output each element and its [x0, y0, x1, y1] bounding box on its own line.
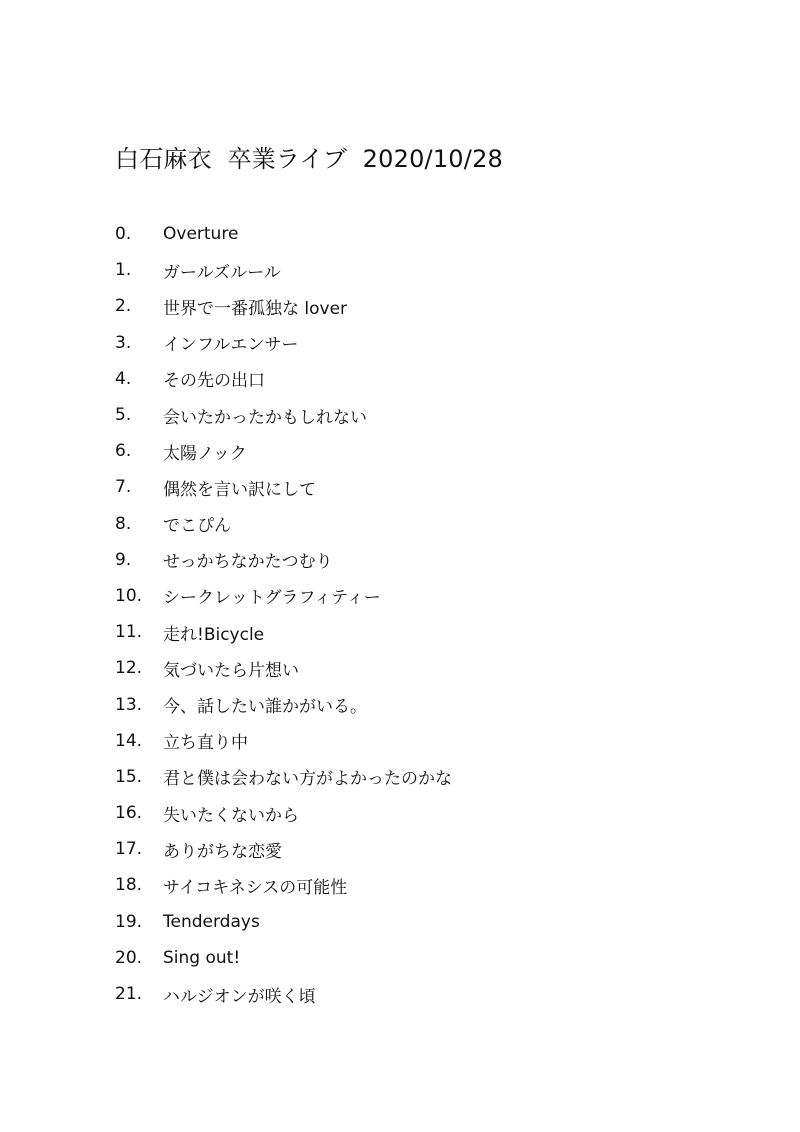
setlist-item [115, 288, 452, 324]
song-title: Sing out! [163, 947, 241, 968]
setlist-item [115, 759, 452, 795]
setlist-item [115, 904, 452, 940]
item-number: 16. [115, 803, 143, 824]
item-number: 12. [115, 658, 143, 679]
setlist-item [115, 542, 452, 578]
setlist-item [115, 686, 452, 722]
song-title: 今、話したい誰かがいる。 [163, 697, 367, 718]
setlist-item [115, 723, 452, 759]
item-number: 2. [115, 296, 132, 317]
item-number: 0. [115, 224, 132, 245]
item-number: 1. [115, 260, 132, 281]
song-title: ガールズルール [163, 262, 281, 283]
setlist-item [115, 252, 452, 288]
setlist-item [115, 361, 452, 397]
item-number: 18. [115, 875, 143, 896]
song-title: ハルジオンが咲く頃 [163, 986, 316, 1007]
setlist-item [115, 578, 452, 614]
song-title: Tenderdays [163, 911, 260, 932]
setlist-item [115, 795, 452, 831]
song-title: 会いたかったかもしれない [163, 407, 367, 428]
item-number: 17. [115, 839, 143, 860]
item-number: 15. [115, 766, 143, 787]
song-title: Overture [163, 224, 239, 245]
setlist-item [115, 831, 452, 867]
item-number: 7. [115, 477, 132, 498]
song-title: インフルエンサー [163, 335, 299, 356]
setlist-item [115, 469, 452, 505]
item-number: 20. [115, 947, 143, 968]
setlist-item [115, 940, 452, 976]
setlist-item [115, 650, 452, 686]
song-title: せっかちなかたつむり [163, 552, 333, 573]
page-title: 白石麻衣 卒業ライブ 2020/10/28 [115, 145, 504, 173]
song-title: 気づいたら片想い [163, 660, 299, 681]
song-title: 立ち直り中 [163, 733, 248, 754]
setlist-item [115, 976, 452, 1012]
item-number: 9. [115, 549, 132, 570]
song-title: その先の出口 [163, 371, 265, 392]
item-number: 5. [115, 405, 132, 426]
song-title: でこぴん [163, 516, 231, 537]
item-number: 13. [115, 694, 143, 715]
item-number: 21. [115, 984, 143, 1005]
song-title: 太陽ノック [163, 443, 247, 464]
item-number: 8. [115, 513, 132, 534]
song-title: 走れ!Bicycle [163, 624, 265, 645]
setlist-item [115, 397, 452, 433]
song-title: サイコキネシスの可能性 [163, 877, 348, 898]
song-title: 失いたくないから [163, 805, 299, 826]
song-title: 君と僕は会わない方がよかったのかな [163, 769, 452, 790]
setlist-item [115, 614, 452, 650]
setlist-item [115, 325, 452, 361]
song-title: ありがちな恋愛 [163, 841, 282, 862]
setlist-item [115, 433, 452, 469]
item-number: 19. [115, 911, 143, 932]
setlist-item [115, 506, 452, 542]
setlist-item [115, 216, 452, 252]
song-title: 偶然を言い訳にして [163, 479, 316, 500]
item-number: 11. [115, 622, 143, 643]
item-number: 14. [115, 730, 143, 751]
item-number: 6. [115, 441, 132, 462]
item-number: 10. [115, 585, 143, 606]
song-title: シークレットグラフィティー [163, 588, 381, 609]
setlist [115, 216, 452, 1012]
song-title: 世界で一番孤独な lover [163, 298, 348, 319]
item-number: 4. [115, 368, 132, 389]
item-number: 3. [115, 332, 132, 353]
setlist-item [115, 867, 452, 903]
